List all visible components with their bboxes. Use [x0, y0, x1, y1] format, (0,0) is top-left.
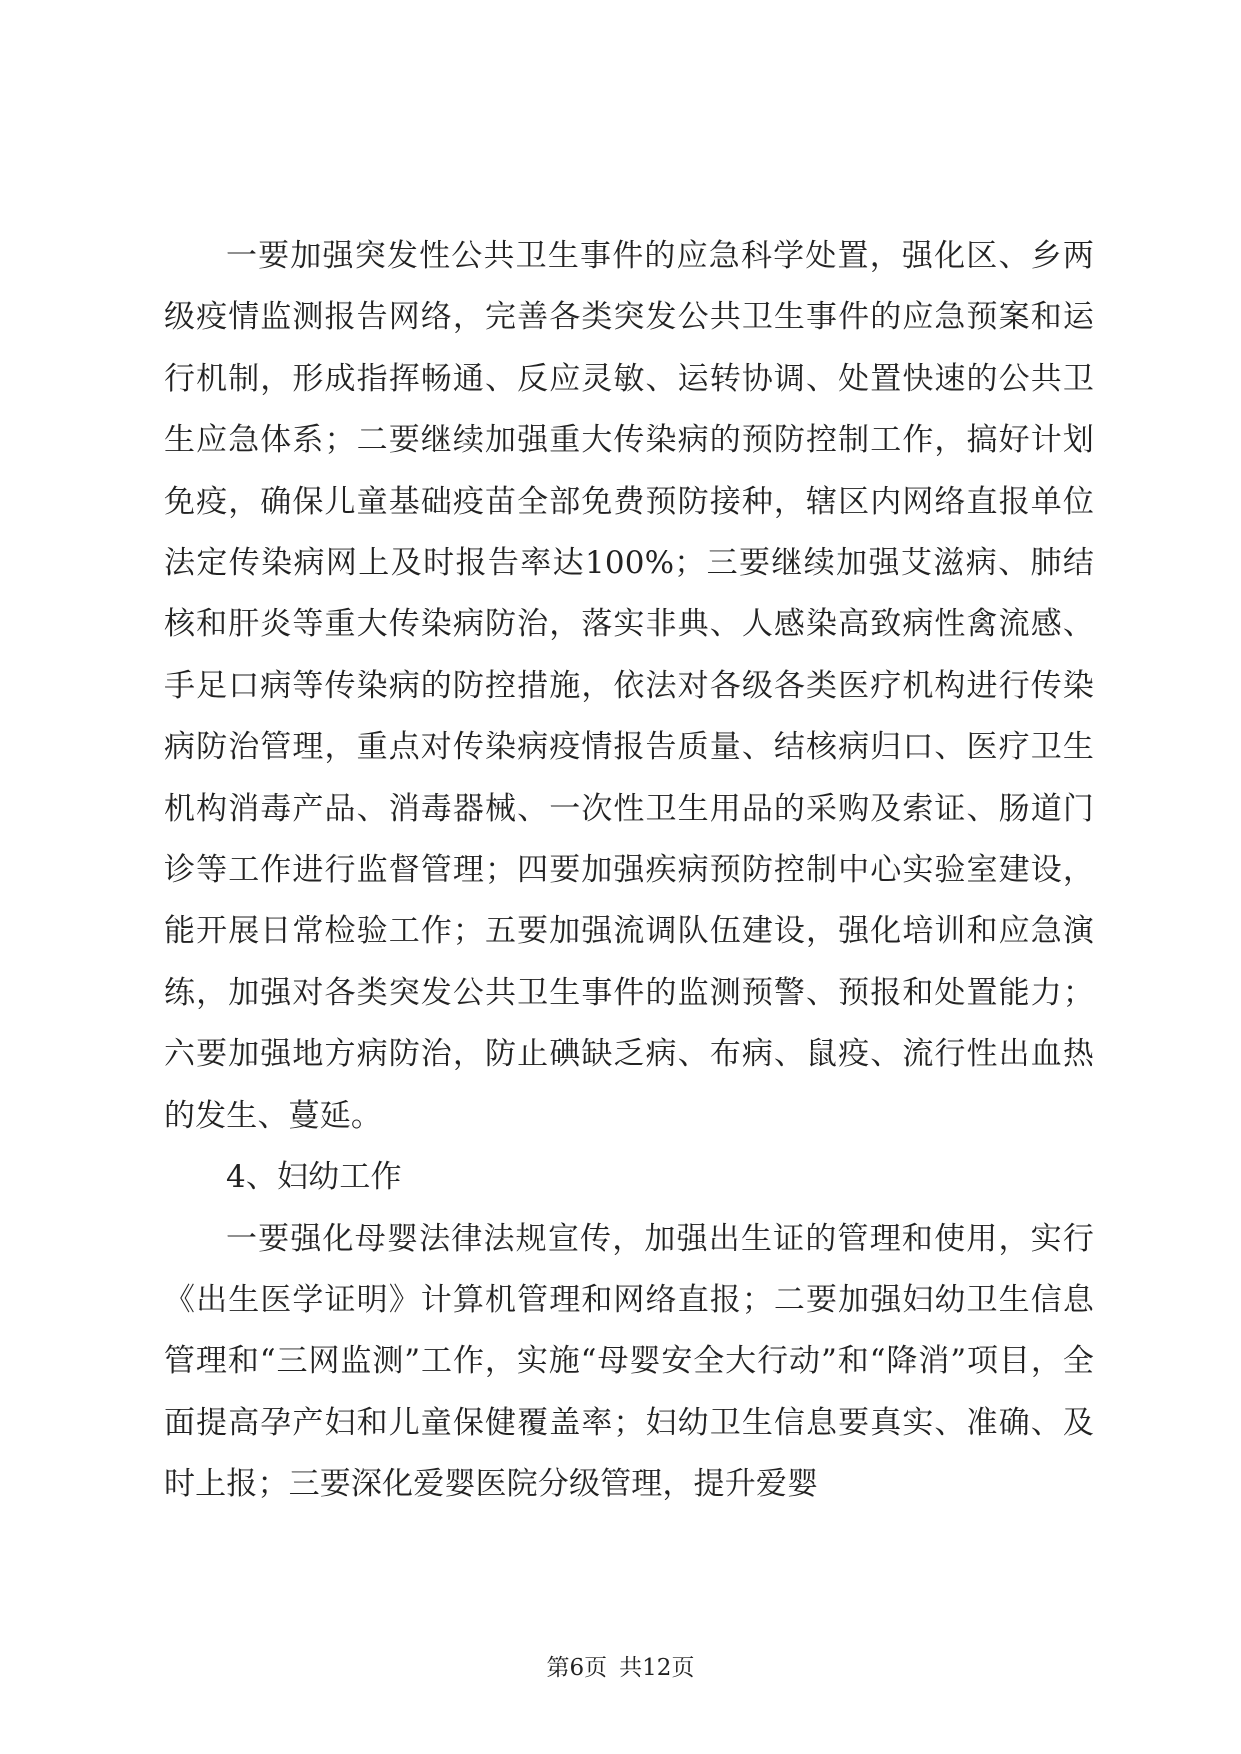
total-pages: 共12页	[619, 1655, 695, 1681]
page-number: 第6页	[546, 1655, 608, 1681]
section-heading: 4、妇幼工作	[226, 1159, 402, 1196]
document-body	[164, 226, 1094, 1516]
body-paragraph: 一要强化母婴法律法规宣传，加强出生证的管理和使用，实行《出生医学证明》计算机管理和网络直报；二要加强妇幼卫生信息管理和“三网监测”工作，实施“母婴安全大行动”和“降消”项目，全面提高孕产妇和儿童保健覆盖率；妇幼卫生信息要真实、准确、及时上报；三要深化爱婴医院分级管理，提升爱婴	[164, 1220, 1094, 1503]
page-footer	[0, 1653, 1241, 1683]
body-paragraph: 一要加强突发性公共卫生事件的应急科学处置，强化区、乡两级疫情监测报告网络，完善各类突发公共卫生事件的应急预案和运行机制，形成指挥畅通、反应灵敏、运转协调、处置快速的公共卫生应急体系；二要继续加强重大传染病的预防控制工作，搞好计划免疫，确保儿童基础疫苗全部免费预防接种，辖区内网络直报单位法定传染病网上及时报告率达100%；三要继续加强艾滋病、肺结核和肝炎等重大传染病防治，落实非典、人感染高致病性禽流感、手足口病等传染病的防控措施，依法对各级各类医疗机构进行传染病防治管理，重点对传染病疫情报告质量、结核病归口、医疗卫生机构消毒产品、消毒器械、一次性卫生用品的采购及索证、肠道门诊等工作进行监督管理；四要加强疾病预防控制中心实验室建设，能开展日常检验工作；五要加强流调队伍建设，强化培训和应急演练，加强对各类突发公共卫生事件的监测预警、预报和处置能力；六要加强地方病防治，防止碘缺乏病、布病、鼠疫、流行性出血热的发生、蔓延。	[164, 238, 1094, 1134]
